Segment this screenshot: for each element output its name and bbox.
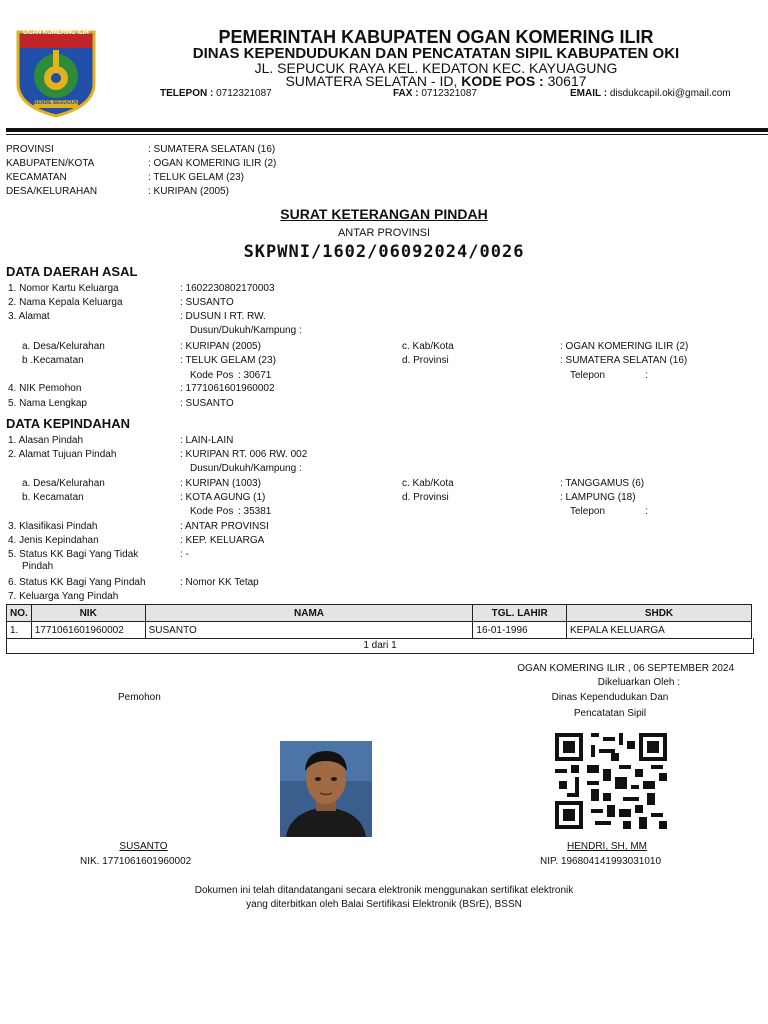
destination-district-label: b. Kecamatan <box>22 492 84 503</box>
origin-district-value: : TELUK GELAM (23) <box>180 355 276 366</box>
table-pager: 1 dari 1 <box>6 638 754 654</box>
table-row <box>7 622 752 639</box>
header-email-value: disdukcapil.oki@gmail.com <box>609 88 731 99</box>
header-postcode: 30617 <box>547 73 587 89</box>
issued-by: Dikeluarkan Oleh : <box>597 677 680 688</box>
header-region <box>110 73 762 89</box>
applicant-caption: Pemohon <box>118 692 161 703</box>
moving-family-label: 7. Keluarga Yang Pindah <box>8 591 119 602</box>
applicant-nik-value: : 1771061601960002 <box>180 383 275 394</box>
document-number: SKPWNI/1602/06092024/0026 <box>243 242 525 262</box>
header-address: JL. SEPUCUK RAYA KEL. KEDATON KEC. KAYUAGUNG <box>254 60 618 76</box>
destination-province-value: : LAMPUNG (18) <box>560 492 636 503</box>
header-divider-thick <box>6 128 768 132</box>
moving-type-value: : KEP. KELUARGA <box>180 535 265 546</box>
destination-district-value: : KOTA AGUNG (1) <box>180 492 266 503</box>
origin-hamlet-label: Dusun/Dukuh/Kampung : <box>190 325 302 336</box>
origin-address-value: : DUSUN I RT. RW. <box>180 311 266 322</box>
destination-hamlet-label: Dusun/Dukuh/Kampung : <box>190 463 302 474</box>
cell-nik: 1771061601960002 <box>31 622 145 639</box>
family-card-value: : 1602230802170003 <box>180 283 275 294</box>
header-telepon <box>160 88 272 99</box>
table-header-row <box>7 605 752 622</box>
village-value: : KURIPAN (2005) <box>148 186 229 197</box>
origin-postcode-value: : 30671 <box>238 370 272 381</box>
issuing-office-line2: Pencatatan Sipil <box>573 708 647 719</box>
destination-address-label: 2. Alamat Tujuan Pindah <box>8 449 117 460</box>
col-header-nik: NIK <box>31 605 145 622</box>
district-value: : TELUK GELAM (23) <box>148 172 244 183</box>
destination-address-value: : KURIPAN RT. 006 RW. 002 <box>180 449 308 460</box>
header-email <box>570 88 731 99</box>
destination-village-value: : KURIPAN (1003) <box>180 478 261 489</box>
classification-value: : ANTAR PROVINSI <box>180 521 269 532</box>
moving-type-label: 4. Jenis Kepindahan <box>8 535 99 546</box>
header-fax-value: 0712321087 <box>421 88 477 99</box>
province-value: : SUMATERA SELATAN (16) <box>148 144 276 155</box>
col-header-shdk: SHDK <box>566 605 751 622</box>
header-email-label: EMAIL : <box>570 88 608 99</box>
header-fax-label: FAX : <box>393 88 419 99</box>
destination-postcode-label: Kode Pos <box>190 506 234 517</box>
header-office: DINAS KEPENDUDUKAN DAN PENCATATAN SIPIL KABUPATEN OKI <box>192 45 680 62</box>
destination-province-label: d. Provinsi <box>402 492 449 503</box>
destination-postcode-value: : 35381 <box>238 506 272 517</box>
header-telepon-value: 0712321087 <box>216 88 272 99</box>
destination-regency-label: c. Kab/Kota <box>402 478 454 489</box>
col-header-nama: NAMA <box>145 605 473 622</box>
destination-village-label: a. Desa/Kelurahan <box>22 478 105 489</box>
header-postcode-label: KODE POS : <box>461 73 544 89</box>
cell-no: 1. <box>7 622 32 639</box>
place-date: OGAN KOMERING ILIR , 06 SEPTEMBER 2024 <box>517 663 734 674</box>
applicant-signature-name: SUSANTO <box>119 841 168 852</box>
col-header-tgl-lahir: TGL. LAHIR <box>473 605 567 622</box>
verification-qr-code <box>555 733 667 829</box>
applicant-nik-label: 4. NIK Pemohon <box>8 383 82 394</box>
moving-family-table <box>6 604 752 639</box>
cell-shdk: KEPALA KELUARGA <box>566 622 751 639</box>
origin-district-label: b .Kecamatan <box>22 355 84 366</box>
applicant-signature-nik: NIK. 1771061601960002 <box>80 856 192 867</box>
issuing-office-line1: Dinas Kependudukan Dan <box>551 692 669 703</box>
origin-province-label: d. Provinsi <box>402 355 449 366</box>
applicant-photo <box>280 741 372 837</box>
document-title: SURAT KETERANGAN PINDAH <box>280 206 488 222</box>
header-region-text: SUMATERA SELATAN - ID, <box>285 73 458 89</box>
status-not-moving-label-cont: Pindah <box>22 561 54 572</box>
origin-village-value: : KURIPAN (2005) <box>180 341 261 352</box>
village-label: DESA/KELURAHAN <box>6 186 98 197</box>
applicant-name-value: : SUSANTO <box>180 398 234 409</box>
official-signature-nip: NIP. 196804141993031010 <box>540 856 662 867</box>
head-of-family-value: : SUSANTO <box>180 297 234 308</box>
status-moving-label: 6. Status KK Bagi Yang Pindah <box>8 577 146 588</box>
province-label: PROVINSI <box>6 144 54 155</box>
header-telepon-label: TELEPON : <box>160 88 214 99</box>
family-card-label: 1. Nomor Kartu Keluarga <box>8 283 119 294</box>
cell-tgl-lahir: 16-01-1996 <box>473 622 567 639</box>
e-signature-note-line1: Dokumen ini telah ditandatangani secara elektronik menggunakan sertifikat elektronik <box>194 885 574 896</box>
destination-regency-value: : TANGGAMUS (6) <box>560 478 645 489</box>
col-header-no: NO. <box>7 605 32 622</box>
reason-value: : LAIN-LAIN <box>180 435 234 446</box>
section-moving-heading: DATA KEPINDAHAN <box>6 416 130 431</box>
district-label: KECAMATAN <box>6 172 67 183</box>
e-signature-note-line2: yang diterbitkan oleh Balai Sertifikasi Elektronik (BSrE), BSSN <box>246 899 522 910</box>
cell-nama: SUSANTO <box>145 622 473 639</box>
origin-address-label: 3. Alamat <box>8 311 50 322</box>
logo-text-bottom: BENDE SEGUGUK <box>33 100 79 106</box>
origin-postcode-label: Kode Pos <box>190 370 234 381</box>
logo-text-top: OGAN KOMERING ILIR <box>23 30 89 36</box>
header-fax <box>393 88 477 99</box>
origin-phone-value: : <box>645 370 648 381</box>
origin-regency-label: c. Kab/Kota <box>402 341 454 352</box>
reason-label: 1. Alasan Pindah <box>8 435 84 446</box>
regency-value: : OGAN KOMERING ILIR (2) <box>148 158 277 169</box>
destination-phone-value: : <box>645 506 648 517</box>
status-not-moving-value: : - <box>180 549 189 560</box>
destination-phone-label: Telepon <box>570 506 606 517</box>
head-of-family-label: 2. Nama Kepala Keluarga <box>8 297 123 308</box>
origin-regency-value: : OGAN KOMERING ILIR (2) <box>560 341 689 352</box>
status-moving-value: : Nomor KK Tetap <box>180 577 259 588</box>
header-government: PEMERINTAH KABUPATEN OGAN KOMERING ILIR <box>218 27 654 47</box>
header-divider-thin <box>6 134 768 135</box>
official-signature-name: HENDRI, SH, MM <box>567 841 647 852</box>
applicant-name-label: 5. Nama Lengkap <box>8 398 87 409</box>
section-origin-heading: DATA DAERAH ASAL <box>6 264 138 279</box>
origin-phone-label: Telepon <box>570 370 606 381</box>
document-subtitle: ANTAR PROVINSI <box>337 227 431 239</box>
status-not-moving-label: 5. Status KK Bagi Yang Tidak <box>8 549 139 560</box>
classification-label: 3. Klasifikasi Pindah <box>8 521 98 532</box>
origin-village-label: a. Desa/Kelurahan <box>22 341 105 352</box>
regency-label: KABUPATEN/KOTA <box>6 158 95 169</box>
origin-province-value: : SUMATERA SELATAN (16) <box>560 355 688 366</box>
